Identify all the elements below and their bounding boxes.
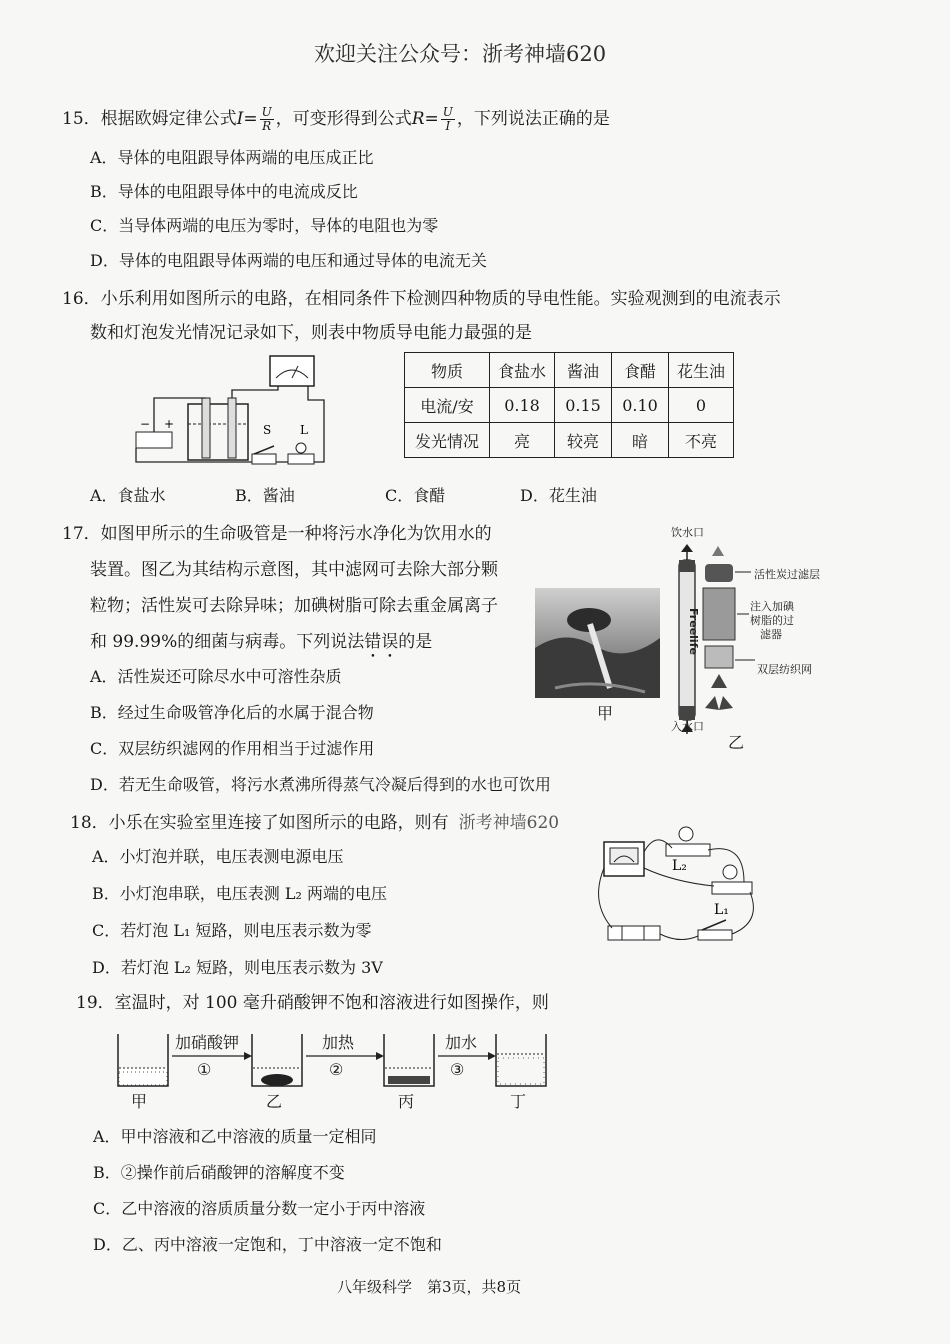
q15-option-d: D．导体的电阻跟导体两端的电压和通过导体的电流无关 <box>90 251 487 270</box>
formula2-denominator: I <box>445 119 451 133</box>
q15-option-b: B．导体的电阻跟导体中的电流成反比 <box>90 182 358 201</box>
page-footer: 八年级科学 第3页，共8页 <box>337 1278 522 1296</box>
label-l: L <box>300 423 308 437</box>
switch-icon <box>252 454 276 464</box>
table-cell: 不亮 <box>669 423 734 458</box>
bulb-l2-base <box>666 844 710 856</box>
q17-line4-tail: 的是 <box>398 632 433 652</box>
beaker-label-yi: 乙 <box>266 1092 283 1111</box>
beaker-icon <box>188 404 248 460</box>
table-cell: 0.15 <box>555 388 612 423</box>
q16-option-b: B．酱油 <box>235 486 295 505</box>
q15-tail: ，下列说法正确的是 <box>456 109 610 129</box>
bulb-l1-base <box>712 882 752 894</box>
electrode-right <box>228 398 236 458</box>
q16-stem-line1: 16．小乐利用如图所示的电路，在相同条件下检测四种物质的导电性能。实验观测到的电流表示 <box>62 289 781 309</box>
table-cell: 电流/安 <box>405 388 490 423</box>
q18-option-c: C．若灯泡 L₁ 短路，则电压表示数为零 <box>92 921 372 940</box>
step1-num: ① <box>197 1060 212 1079</box>
q19-option-d: D．乙、丙中溶液一定饱和，丁中溶液一定不饱和 <box>93 1235 442 1254</box>
bulb-icon <box>288 454 314 464</box>
q16-option-d: D．花生油 <box>520 486 597 505</box>
conductivity-circuit-figure <box>128 350 338 470</box>
formula1-numerator: U <box>261 105 272 119</box>
table-cell: 0.10 <box>612 388 669 423</box>
q17-option-b: B．经过生命吸管净化后的水属于混合物 <box>90 703 374 722</box>
label-minus: − <box>140 417 151 431</box>
arrow-right-icon <box>488 1052 496 1060</box>
watermark: 浙考神墙620 <box>458 813 560 833</box>
battery-pack-icon <box>608 926 660 940</box>
q19-option-c: C．乙中溶液的溶质质量分数一定小于丙中溶液 <box>93 1199 426 1218</box>
q15-mid: ，可变形得到公式 <box>275 109 412 129</box>
step2-num: ② <box>329 1060 344 1079</box>
electrode-left <box>202 398 210 458</box>
table-row <box>405 388 734 423</box>
step2-label: 加热 <box>322 1033 355 1052</box>
arrow-up-icon <box>681 544 693 552</box>
q16-option-c: C．食醋 <box>385 486 446 505</box>
table-cell: 暗 <box>612 423 669 458</box>
formula1-denominator: R <box>262 119 272 133</box>
solid-sediment <box>261 1074 293 1086</box>
step3-label: 加水 <box>445 1033 478 1052</box>
mesh-icon <box>705 646 733 668</box>
q18-option-b: B．小灯泡串联，电压表测 L₂ 两端的电压 <box>92 884 387 903</box>
label-mesh: 双层纺织网 <box>757 663 812 676</box>
carbon-layer-icon <box>705 564 733 582</box>
table-row <box>405 423 734 458</box>
formula2-numerator: U <box>442 105 453 119</box>
arrow-right-icon <box>376 1052 384 1060</box>
table-header-cell: 酱油 <box>555 353 612 388</box>
page-header: 欢迎关注公众号：浙考神墙620 <box>314 42 607 66</box>
q18-option-d: D．若灯泡 L₂ 短路，则电压表示数为 3V <box>92 958 383 977</box>
q15-stem <box>62 104 610 133</box>
switch-icon <box>698 930 732 940</box>
q16-option-a: A．食盐水 <box>90 486 166 505</box>
q15-formula1-lhs: I= <box>236 109 258 129</box>
table-header-cell: 食盐水 <box>490 353 555 388</box>
step1-label: 加硝酸钾 <box>175 1033 240 1052</box>
q17-emphasis: 错误 <box>364 632 399 652</box>
label-carbon: 活性炭过滤层 <box>754 568 820 581</box>
ammeter-icon <box>270 356 314 386</box>
q19-option-b: B．②操作前后硝酸钾的溶解度不变 <box>93 1163 345 1182</box>
table-header-cell: 花生油 <box>669 353 734 388</box>
q17-option-a: A．活性炭还可除尽水中可溶性杂质 <box>90 667 342 686</box>
table-cell: 0 <box>669 388 734 423</box>
beaker-label-ding: 丁 <box>510 1092 527 1111</box>
beaker-ding-icon <box>496 1034 546 1086</box>
table-cell: 0.18 <box>490 388 555 423</box>
series-circuit-figure <box>594 822 764 952</box>
q15-option-c: C．当导体两端的电压为零时，导体的电阻也为零 <box>90 216 439 235</box>
solid-remaining <box>388 1076 430 1084</box>
q17-stem-line1: 17．如图甲所示的生命吸管是一种将污水净化为饮用水的 <box>62 524 492 544</box>
figure-label-jia: 甲 <box>597 704 614 723</box>
label-outlet: 饮水口 <box>671 526 704 539</box>
label-l1: L₁ <box>714 902 729 918</box>
q15-formula2-fraction <box>441 106 455 133</box>
table-header-cell: 物质 <box>405 353 490 388</box>
bulb-l1-icon <box>723 865 737 879</box>
q15-lead: 15．根据欧姆定律公式 <box>62 109 237 129</box>
q18-stem-text: 18．小乐在实验室里连接了如图所示的电路，则有 <box>70 813 449 833</box>
q17-stem-line3: 粒物；活性炭可去除异味；加碘树脂可除去重金属离子 <box>90 596 498 616</box>
label-resin-2: 树脂的过 <box>750 614 794 627</box>
q17-option-d: D．若无生命吸管，将污水煮沸所得蒸气冷凝后得到的水也可饮用 <box>90 775 551 794</box>
label-plus: + <box>164 417 175 431</box>
q17-line4-head: 和 99.99%的细菌与病毒。下列说法 <box>90 632 365 652</box>
q17-stem-line4 <box>90 627 432 662</box>
table-cell: 较亮 <box>555 423 612 458</box>
q18-stem <box>70 808 559 833</box>
label-s: S <box>263 423 272 437</box>
battery-icon <box>136 432 172 448</box>
q15-formula1-fraction <box>260 106 274 133</box>
q17-option-c: C．双层纺织滤网的作用相当于过滤作用 <box>90 739 375 758</box>
q19-stem: 19．室温时，对 100 毫升硝酸钾不饱和溶液进行如图操作，则 <box>76 993 549 1013</box>
resin-filter-icon <box>703 588 735 640</box>
label-l2: L₂ <box>672 858 687 874</box>
figure-label-yi: 乙 <box>728 733 745 752</box>
lifestraw-photo <box>535 588 660 698</box>
label-resin-1: 注入加碘 <box>750 600 794 613</box>
table-cell: 亮 <box>490 423 555 458</box>
beaker-label-bing: 丙 <box>398 1092 415 1111</box>
table-header-row <box>405 353 734 388</box>
beaker-label-jia: 甲 <box>131 1092 148 1111</box>
q19-option-a: A．甲中溶液和乙中溶液的质量一定相同 <box>93 1127 377 1146</box>
table-header-cell: 食醋 <box>612 353 669 388</box>
table-cell: 发光情况 <box>405 423 490 458</box>
label-inlet: 入水口 <box>671 720 704 733</box>
bulb-l2-icon <box>679 827 693 841</box>
q17-stem-line2: 装置。图乙为其结构示意图，其中滤网可去除大部分颗 <box>90 560 498 580</box>
q16-stem-line2: 数和灯泡发光情况记录如下，则表中物质导电能力最强的是 <box>90 323 532 343</box>
brand-text: Freelife <box>687 608 700 655</box>
arrow-right-icon <box>244 1052 252 1060</box>
conductivity-table <box>404 352 734 458</box>
label-resin-3: 滤器 <box>760 628 782 641</box>
q15-option-a: A．导体的电阻跟导体两端的电压成正比 <box>90 148 374 167</box>
step3-num: ③ <box>450 1060 465 1079</box>
q18-option-a: A．小灯泡并联，电压表测电源电压 <box>92 847 344 866</box>
q15-formula2-lhs: R= <box>411 109 439 129</box>
